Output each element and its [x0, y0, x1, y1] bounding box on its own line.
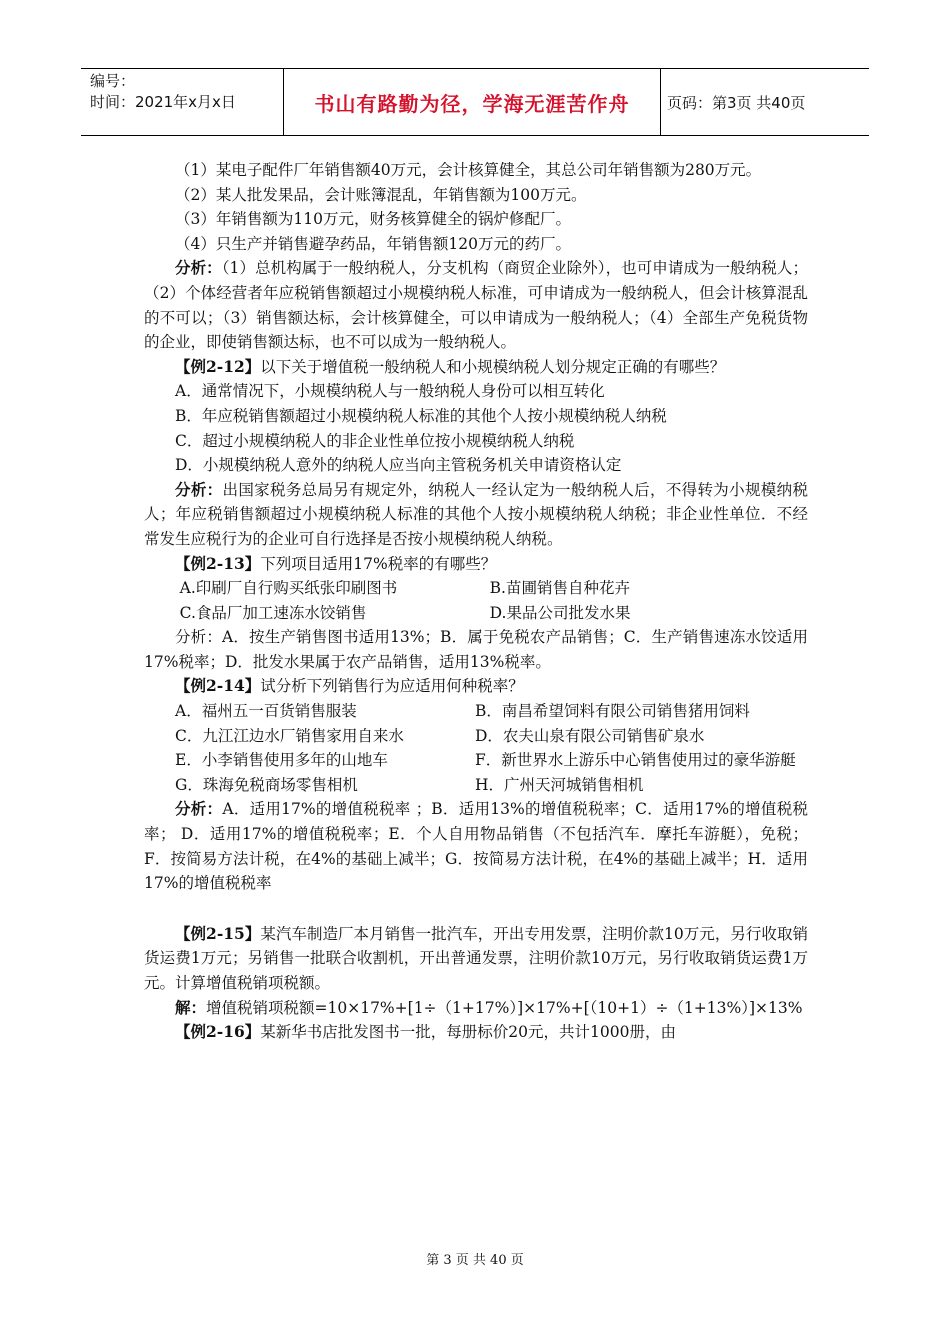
example-2-15 — [144, 922, 808, 996]
option-d: D．小规模纳税人意外的纳税人应当向主管税务机关申请资格认定 — [175, 456, 622, 475]
document-body — [144, 158, 808, 1045]
example-2-12 — [144, 355, 808, 380]
option-g: G．珠海免税商场零售相机 — [175, 775, 358, 794]
document-date: 时间：2021年x月x日 — [90, 93, 236, 111]
header-motto: 书山有路勤为径，学海无涯苦作舟 — [284, 69, 661, 135]
example-2-16 — [144, 1020, 808, 1045]
paragraph-item-2: （2）某人批发果品，会计账簿混乱，年销售额为100万元。 — [175, 185, 587, 204]
example-label: 【例2-13】 — [175, 553, 261, 573]
option-e: E．小李销售使用多年的山地车 — [175, 751, 388, 770]
analysis-label: 分析： — [175, 799, 223, 819]
paragraph-item-1: （1）某电子配件厂年销售额40万元，会计核算健全，其总公司年销售额为280万元。 — [175, 161, 762, 179]
solution-label: 解： — [175, 997, 207, 1017]
page-footer: 第 3 页 共 40 页 — [426, 1253, 524, 1268]
header-page-info: 页码：第3页 共40页 — [667, 93, 806, 112]
option-c: C.食品厂加工速冻水饺销售 — [179, 603, 367, 622]
solution-formula: 增值税销项税额=10×17%+[1÷（1+17%）]×17%+[（10+1）÷（1+13%）]×13% — [206, 998, 803, 1017]
example-2-14 — [144, 674, 808, 699]
example-question: 试分析下列销售行为应适用何种税率？ — [260, 677, 524, 696]
option-a: A．福州五一百货销售服装 — [175, 702, 357, 721]
example-label: 【例2-14】 — [175, 676, 261, 696]
analysis-text: A．适用17%的增值税税率 ；B．适用13%的增值税税率；C．适用17%的增值税税率； D．适用17%的增值税税率；E．个人自用物品销售（不包括汽车．摩托车游艇），免税；F．按简易方法计税，在4%的基础上减半；G．按简易方法计税，在4%的基础上减半；H．适用17%的增值税税率 — [144, 800, 808, 893]
example-question: 下列项目适用17%税率的有哪些？ — [260, 554, 497, 573]
document-code-label: 编号： — [90, 72, 136, 90]
options-row-cd — [144, 724, 808, 749]
example-question: 某汽车制造厂本月销售一批汽车，开出专用发票，注明价款10万元，另行收取销货运费1万元；另销售一批联合收割机，开出普通发票，注明价款10万元，另行收取销货运费1万元。计算增值税销项税额。 — [144, 924, 808, 992]
analysis-1 — [144, 256, 808, 354]
example-2-13 — [144, 552, 808, 577]
options-row-gh — [144, 773, 808, 798]
analysis-text: （1）总机构属于一般纳税人，分支机构（商贸企业除外），也可申请成为一般纳税人；（2）个体经营者年应税销售额超过小规模纳税人标准，可申请成为一般纳税人，但会计核算混乱的不可以；（3）销售额达标，会计核算健全，可以申请成为一般纳税人；（4）全部生产免税货物的企业，即使销售额达标，也不可以成为一般纳税人。 — [144, 259, 808, 352]
option-d: D.果品公司批发水果 — [489, 603, 631, 622]
option-c: C．九江江边水厂销售家用自来水 — [175, 726, 404, 745]
option-b: B．南昌希望饲料有限公司销售猪用饲料 — [475, 702, 750, 721]
option-h: H．广州天河城销售相机 — [475, 775, 644, 794]
page-header — [81, 68, 869, 136]
options-row-cd — [144, 601, 808, 626]
analysis-3: 分析：A．按生产销售图书适用13%；B．属于免税农产品销售；C．生产销售速冻水饺适用17%税率；D．批发水果属于农产品销售，适用13%税率。 — [144, 628, 808, 671]
options-row-ef — [144, 748, 808, 773]
option-b: B．年应税销售额超过小规模纳税人标准的其他个人按小规模纳税人纳税 — [175, 406, 667, 425]
option-f: F．新世界水上游乐中心销售使用过的豪华游艇 — [475, 751, 796, 770]
option-b: B.苗圃销售自种花卉 — [489, 579, 630, 598]
options-row-ab — [144, 699, 808, 724]
analysis-4 — [144, 797, 808, 895]
option-c: C．超过小规模纳税人的非企业性单位按小规模纳税人纳税 — [175, 431, 575, 450]
example-label: 【例2-15】 — [175, 923, 261, 943]
analysis-text: 出国家税务总局另有规定外，纳税人一经认定为一般纳税人后，不得转为小规模纳税人；年应税销售额超过小规模纳税人标准的其他个人按小规模纳税人纳税；非企业性单位．不经常发生应税行为的企业可自行选择是否按小规模纳税人纳税。 — [144, 480, 808, 548]
analysis-label: 分析： — [175, 479, 223, 499]
example-label: 【例2-12】 — [175, 356, 261, 376]
option-d: D．农夫山泉有限公司销售矿泉水 — [475, 726, 705, 745]
example-label: 【例2-16】 — [175, 1022, 261, 1042]
options-row-ab — [144, 576, 808, 601]
header-meta — [81, 69, 284, 135]
analysis-2 — [144, 478, 808, 552]
analysis-label: 分析： — [175, 258, 222, 278]
paragraph-item-4: （4）只生产并销售避孕药品，年销售额120万元的药厂。 — [175, 234, 571, 253]
option-a: A．通常情况下，小规模纳税人与一般纳税人身份可以相互转化 — [175, 382, 605, 401]
solution-2-15 — [144, 996, 808, 1021]
option-a: A.印刷厂自行购买纸张印刷图书 — [179, 579, 398, 598]
blank-line — [144, 896, 808, 922]
example-question: 某新华书店批发图书一批，每册标价20元，共计1000册，由 — [260, 1023, 676, 1042]
example-question: 以下关于增值税一般纳税人和小规模纳税人划分规定正确的有哪些？ — [260, 357, 726, 376]
paragraph-item-3: （3）年销售额为110万元，财务核算健全的锅炉修配厂。 — [175, 210, 571, 229]
